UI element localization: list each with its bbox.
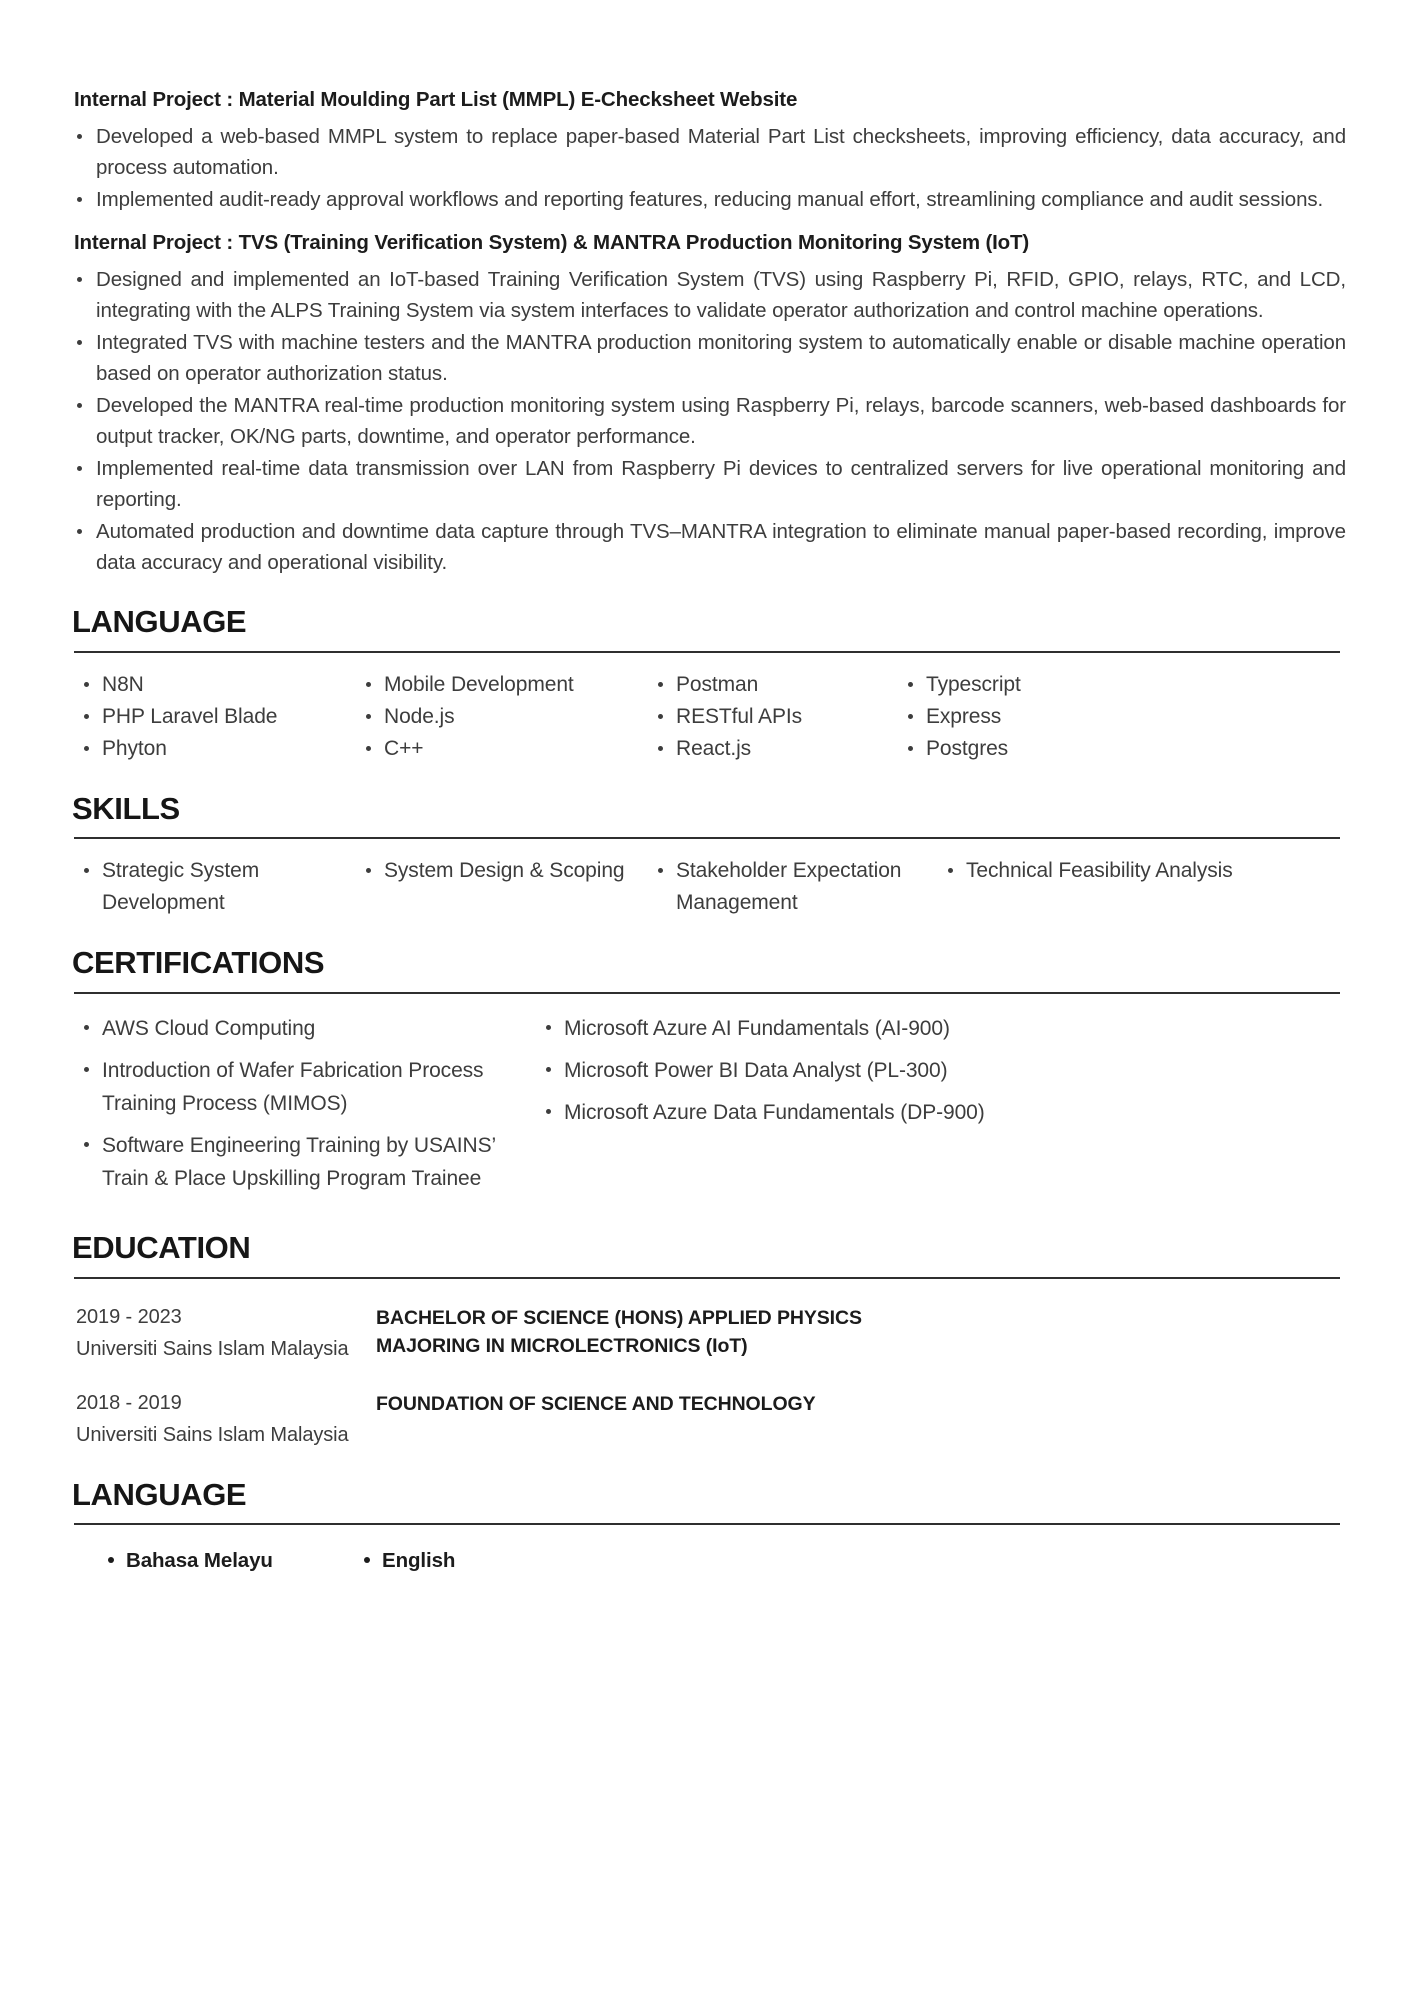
section-skills [64, 791, 1346, 920]
section-heading-education: EDUCATION [72, 1229, 251, 1265]
education-degree-line: MAJORING IN MICROLECTRONICS (IoT) [376, 1334, 748, 1357]
certifications-column-1 [74, 1012, 536, 1204]
section-heading-language: LANGUAGE [72, 604, 247, 639]
list-item: React.js [648, 733, 898, 765]
section-divider [74, 837, 1340, 839]
list-item: C++ [356, 733, 648, 765]
education-entry [76, 1387, 1346, 1451]
project-bullets-tvs-mantra [64, 264, 1346, 578]
list-item: Postman [648, 669, 898, 701]
bullet-item: Implemented audit-ready approval workflows and reporting features, reducing manual effort, streamlining compliance and audit sessions. [64, 184, 1346, 215]
list-item: Phyton [74, 733, 356, 765]
section-certifications [64, 945, 1346, 1204]
education-degree-block [376, 1387, 1346, 1451]
section-divider [74, 651, 1340, 653]
education-period-block [76, 1387, 376, 1451]
list-item: Microsoft Power BI Data Analyst (PL-300) [536, 1054, 1346, 1087]
skills-column-2 [356, 855, 648, 919]
section-heading-language-spoken: LANGUAGE [72, 1476, 247, 1512]
list-item: System Design & Scoping [356, 855, 648, 887]
language-column-1 [74, 669, 356, 765]
skills-columns [64, 855, 1346, 919]
language-column-4 [898, 669, 1346, 765]
list-item: Typescript [898, 669, 1346, 701]
bullet-item: Designed and implemented an IoT-based Training Verification System (TVS) using Raspberry Pi, RFID, GPIO, relays, RTC, and LCD, integrating with the ALPS Training System via system interfaces to validate operator authorization and control machine operations. [64, 264, 1346, 326]
project-block-mmpl [64, 88, 1346, 215]
section-heading-certifications: CERTIFICATIONS [72, 945, 325, 981]
list-item: Introduction of Wafer Fabrication Process Training Process (MIMOS) [74, 1054, 536, 1120]
education-degree-line: FOUNDATION OF SCIENCE AND TECHNOLOGY [376, 1392, 816, 1415]
list-item: Postgres [898, 733, 1346, 765]
spoken-language-column-1 [98, 1545, 354, 1577]
project-block-tvs-mantra [64, 231, 1346, 578]
language-column-3 [648, 669, 898, 765]
skills-column-3 [648, 855, 938, 919]
list-item: English [354, 1545, 1346, 1577]
bullet-item: Integrated TVS with machine testers and the MANTRA production monitoring system to automatically enable or disable machine operation based on operator authorization status. [64, 327, 1346, 389]
list-item: Technical Feasibility Analysis [938, 855, 1346, 887]
project-title-mmpl: Internal Project : Material Moulding Part List (MMPL) E-Checksheet Website [74, 88, 798, 111]
list-item: RESTful APIs [648, 701, 898, 733]
education-years: 2019 - 2023 [76, 1305, 182, 1328]
list-item: Bahasa Melayu [98, 1545, 354, 1577]
list-item: Microsoft Azure Data Fundamentals (DP-900) [536, 1096, 1346, 1129]
education-school: Universiti Sains Islam Malaysia [76, 1423, 349, 1446]
section-divider [74, 1523, 1340, 1525]
list-item: Stakeholder Expectation Management [648, 855, 938, 919]
list-item: Node.js [356, 701, 648, 733]
language-columns [64, 669, 1346, 765]
section-language-spoken [64, 1477, 1346, 1578]
list-item: Microsoft Azure AI Fundamentals (AI-900) [536, 1012, 1346, 1045]
education-degree-block [376, 1301, 1346, 1365]
education-school: Universiti Sains Islam Malaysia [76, 1337, 349, 1360]
section-language-tech [64, 604, 1346, 765]
education-entry [76, 1301, 1346, 1365]
project-bullets-mmpl [64, 121, 1346, 215]
skills-column-1 [74, 855, 356, 919]
bullet-item: Developed the MANTRA real-time production monitoring system using Raspberry Pi, relays, barcode scanners, web-based dashboards for output tracker, OK/NG parts, downtime, and operator performance. [64, 390, 1346, 452]
section-divider [74, 992, 1340, 994]
education-entries [64, 1301, 1346, 1451]
list-item: PHP Laravel Blade [74, 701, 356, 733]
section-education [64, 1230, 1346, 1451]
section-divider [74, 1277, 1340, 1279]
bullet-item: Developed a web-based MMPL system to replace paper-based Material Part List checksheets, improving efficiency, data accuracy, and process automation. [64, 121, 1346, 183]
education-degree-line: BACHELOR OF SCIENCE (HONS) APPLIED PHYSICS [376, 1306, 862, 1329]
section-heading-skills: SKILLS [72, 790, 180, 826]
spoken-language-columns [64, 1545, 1346, 1577]
list-item: Mobile Development [356, 669, 648, 701]
list-item: AWS Cloud Computing [74, 1012, 536, 1045]
bullet-item: Automated production and downtime data capture through TVS–MANTRA integration to eliminate manual paper-based recording, improve data accuracy and operational visibility. [64, 516, 1346, 578]
education-period-block [76, 1301, 376, 1365]
certifications-columns [64, 1012, 1346, 1204]
list-item: Strategic System Development [74, 855, 356, 919]
language-column-2 [356, 669, 648, 765]
education-years: 2018 - 2019 [76, 1391, 182, 1414]
skills-column-4 [938, 855, 1346, 919]
list-item: Software Engineering Training by USAINS’ Train & Place Upskilling Program Trainee [74, 1129, 536, 1195]
list-item: Express [898, 701, 1346, 733]
project-title-tvs-mantra: Internal Project : TVS (Training Verification System) & MANTRA Production Monitoring System (IoT) [74, 231, 1030, 254]
spoken-language-column-2 [354, 1545, 1346, 1577]
bullet-item: Implemented real-time data transmission over LAN from Raspberry Pi devices to centralized servers for live operational monitoring and reporting. [64, 453, 1346, 515]
list-item: N8N [74, 669, 356, 701]
certifications-column-2 [536, 1012, 1346, 1204]
